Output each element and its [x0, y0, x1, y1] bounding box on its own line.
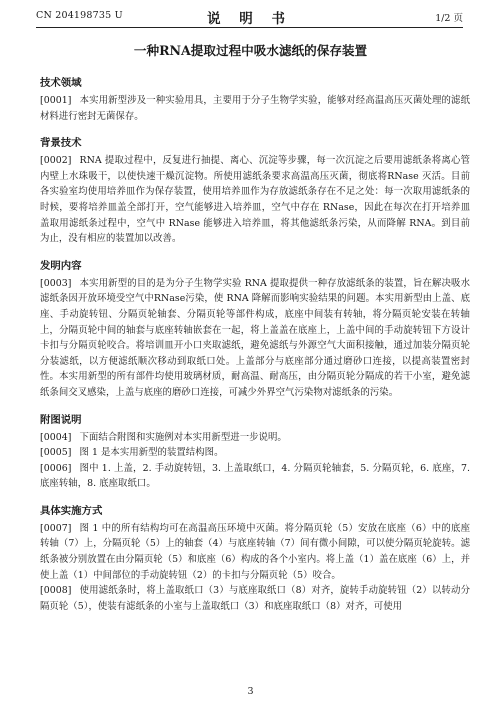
section	[40, 413, 470, 492]
paragraph-number: [0001]	[40, 95, 72, 106]
paragraph-text: 本实用新型的目的是为分子生物学实验 RNA 提取提供一种存放滤纸条的装置，旨在解决吸水滤纸条因开放环境受空气中RNase污染，使 RNA 降解而影响实验结果的问题。本实用新型由上盖、底座、手动旋转钮、分隔页轮轴套、分隔页轮等部件构成，底座中间装有转轴，将分隔页轮安装在转轴上，分隔页轮中间的轴套与底座转轴嵌套在一起，将上盖盖在底座上，上盖中间的手动旋转钮下方设计卡扣与分隔页轮咬合。将培训皿开小口夹取滤纸，避免滤纸与外源空气大面积接触，通过加装分隔页轮分装滤纸，以方便滤纸顺次移动到取纸口处。上盖部分与底座部分通过磨砂口连接，以提高装置密封性。本实用新型的所有部件均使用玻璃材质，耐高温、耐高压，由分隔页轮分隔成的若干小室，避免滤纸条间交叉感染，上盖与底座的磨砂口连接，可减少外界空气污染物对滤纸条的污染。	[40, 277, 470, 398]
paragraph	[40, 430, 470, 446]
paragraph	[40, 461, 470, 492]
paragraph-number: [0006]	[40, 462, 72, 474]
paragraph-number: [0008]	[40, 585, 72, 597]
section-heading: 具体实施方式	[40, 504, 103, 517]
paragraph-number: [0003]	[40, 277, 72, 289]
paragraph-text: 图中 1. 上盖，2. 手动旋转钮，3. 上盖取纸口，4. 分隔页轮轴套，5. 分隔页轮，6. 底座，7. 底座转轴，8. 底座取纸口。	[40, 462, 470, 490]
section-spacer	[40, 124, 470, 136]
paragraph-number: [0004]	[40, 431, 72, 443]
section-spacer	[40, 401, 470, 413]
paragraph	[40, 276, 470, 401]
section-spacer	[40, 492, 470, 504]
page-number: 3	[247, 686, 254, 697]
paragraph-number: [0002]	[40, 155, 72, 167]
section	[40, 259, 470, 401]
paragraph-text: 下面结合附图和实施例对本实用新型进一步说明。	[79, 431, 287, 443]
section	[40, 136, 470, 247]
document-section-label: 说 明 书	[207, 11, 292, 27]
paragraph-text: 使用滤纸条时，将上盖取纸口（3）与底座取纸口（8）对齐，旋转手动旋转钮（2）以转动分隔页轮（5），使装有滤纸条的小室与上盖取纸口（3）和底座取纸口（8）对齐，可使用	[40, 585, 470, 612]
section-heading: 技术领域	[40, 77, 82, 89]
page-header	[36, 6, 463, 26]
document-body	[40, 76, 470, 614]
section-heading: 背景技术	[40, 137, 82, 150]
paragraph	[40, 445, 470, 461]
section-spacer	[40, 247, 470, 259]
paragraph-number: [0007]	[40, 522, 72, 534]
page-indicator: 1/2 页	[435, 13, 463, 24]
section-heading: 附图说明	[40, 413, 82, 426]
document-title: 一种RNA提取过程中吸水滤纸的保存装置	[133, 43, 368, 58]
paragraph	[40, 583, 470, 614]
paragraph-number: [0005]	[40, 447, 72, 459]
document-number: CN 204198735 U	[36, 10, 123, 21]
header-divider	[36, 27, 463, 28]
paragraph	[40, 521, 470, 583]
paragraph-text: 图 1 是本实用新型的装置结构图。	[79, 447, 224, 459]
section	[40, 76, 470, 124]
paragraph	[40, 93, 470, 124]
section-heading: 发明内容	[40, 259, 82, 272]
section	[40, 504, 470, 615]
paragraph-text: RNA 提取过程中，反复进行抽提、离心、沉淀等步骤，每一次沉淀之后要用滤纸条将离心管内壁上水珠吸干，以使快速干燥沉淀物。所使用滤纸条要求高温高压灭菌，彻底将RNase 灭活。目前各实验室均使用培养皿作为保存装置，使用培养皿作为存放滤纸条存在不足之处：每一次取用滤纸条的时候，要将培养皿盖全部打开，空气能够进入培养皿，空气中存在 RNase，因此在每次在打开培养皿盖取用滤纸条过程中，空气中 RNase 能够进入培养皿，将其他滤纸条污染，从而降解 RNA。到目前为止，没有相应的装置加以改善。	[40, 155, 470, 245]
paragraph-text: 图 1 中的所有结构均可在高温高压环境中灭菌。将分隔页轮（5）安放在底座（6）中的底座转轴（7）上，分隔页轮（5）上的轴套（4）与底座转轴（7）间有微小间隙，可以使分隔页轮旋转。滤纸条被分别放置在由分隔页轮（5）和底座（6）构成的各个小室内。将上盖（1）盖在底座（6）上，并使上盖（1）中间部位的手动旋转钮（2）的卡扣与分隔页轮（5）咬合。	[40, 522, 470, 581]
paragraph-text: 本实用新型涉及一种实验用具，主要用于分子生物学实验，能够对经高温高压灭菌处理的滤纸材料进行密封无菌保存。	[40, 95, 470, 122]
paragraph	[40, 153, 470, 247]
